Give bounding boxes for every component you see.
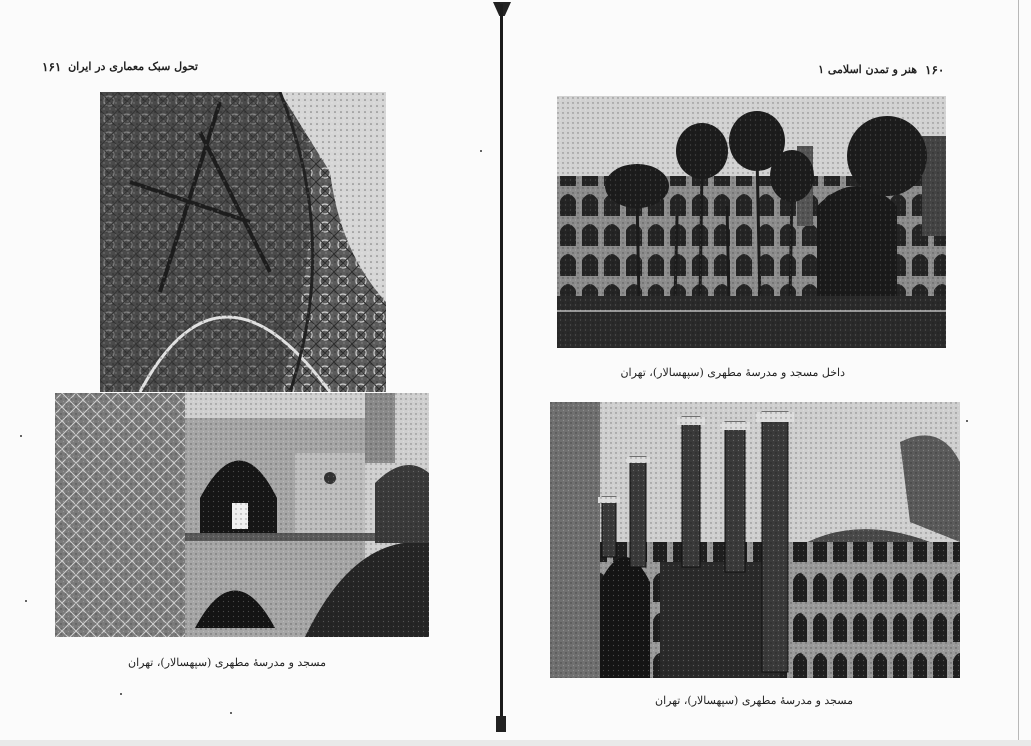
right-page-header: هنر و تمدن اسلامی ۱	[818, 63, 917, 76]
courtyard-iwan-photo	[55, 393, 429, 637]
scan-speck	[230, 712, 232, 714]
right-page-caption-top: داخل مسجد و مدرسهٔ مطهری (سپهسالار)، تهران	[620, 366, 845, 379]
courtyard-pool-illustration	[557, 96, 946, 348]
scan-speck	[20, 435, 22, 437]
courtyard-iwan-illustration	[55, 393, 429, 637]
scan-speck	[25, 600, 27, 602]
scan-speck	[480, 150, 482, 152]
scan-speck	[120, 693, 122, 695]
right-page-caption-bottom: مسجد و مدرسهٔ مطهری (سپهسالار)، تهران	[655, 694, 853, 707]
right-page	[505, 0, 1031, 740]
courtyard-pool-photo	[557, 96, 946, 348]
dome-interior-photo	[100, 92, 386, 392]
left-page-header: تحول سبک معماری در ایران	[68, 60, 198, 73]
left-page-caption: مسجد و مدرسهٔ مطهری (سپهسالار)، تهران	[128, 656, 326, 669]
scan-speck	[966, 420, 968, 422]
minarets-photo	[550, 402, 960, 678]
viewer-bottom-strip	[0, 740, 1031, 746]
page-edge-line	[1018, 0, 1019, 740]
minarets-illustration	[550, 402, 960, 678]
book-spine	[500, 4, 503, 732]
left-page-number: ۱۶۱	[42, 60, 62, 74]
right-page-number: ۱۶۰	[925, 63, 945, 77]
left-page	[0, 0, 500, 740]
dome-interior-illustration	[100, 92, 386, 392]
